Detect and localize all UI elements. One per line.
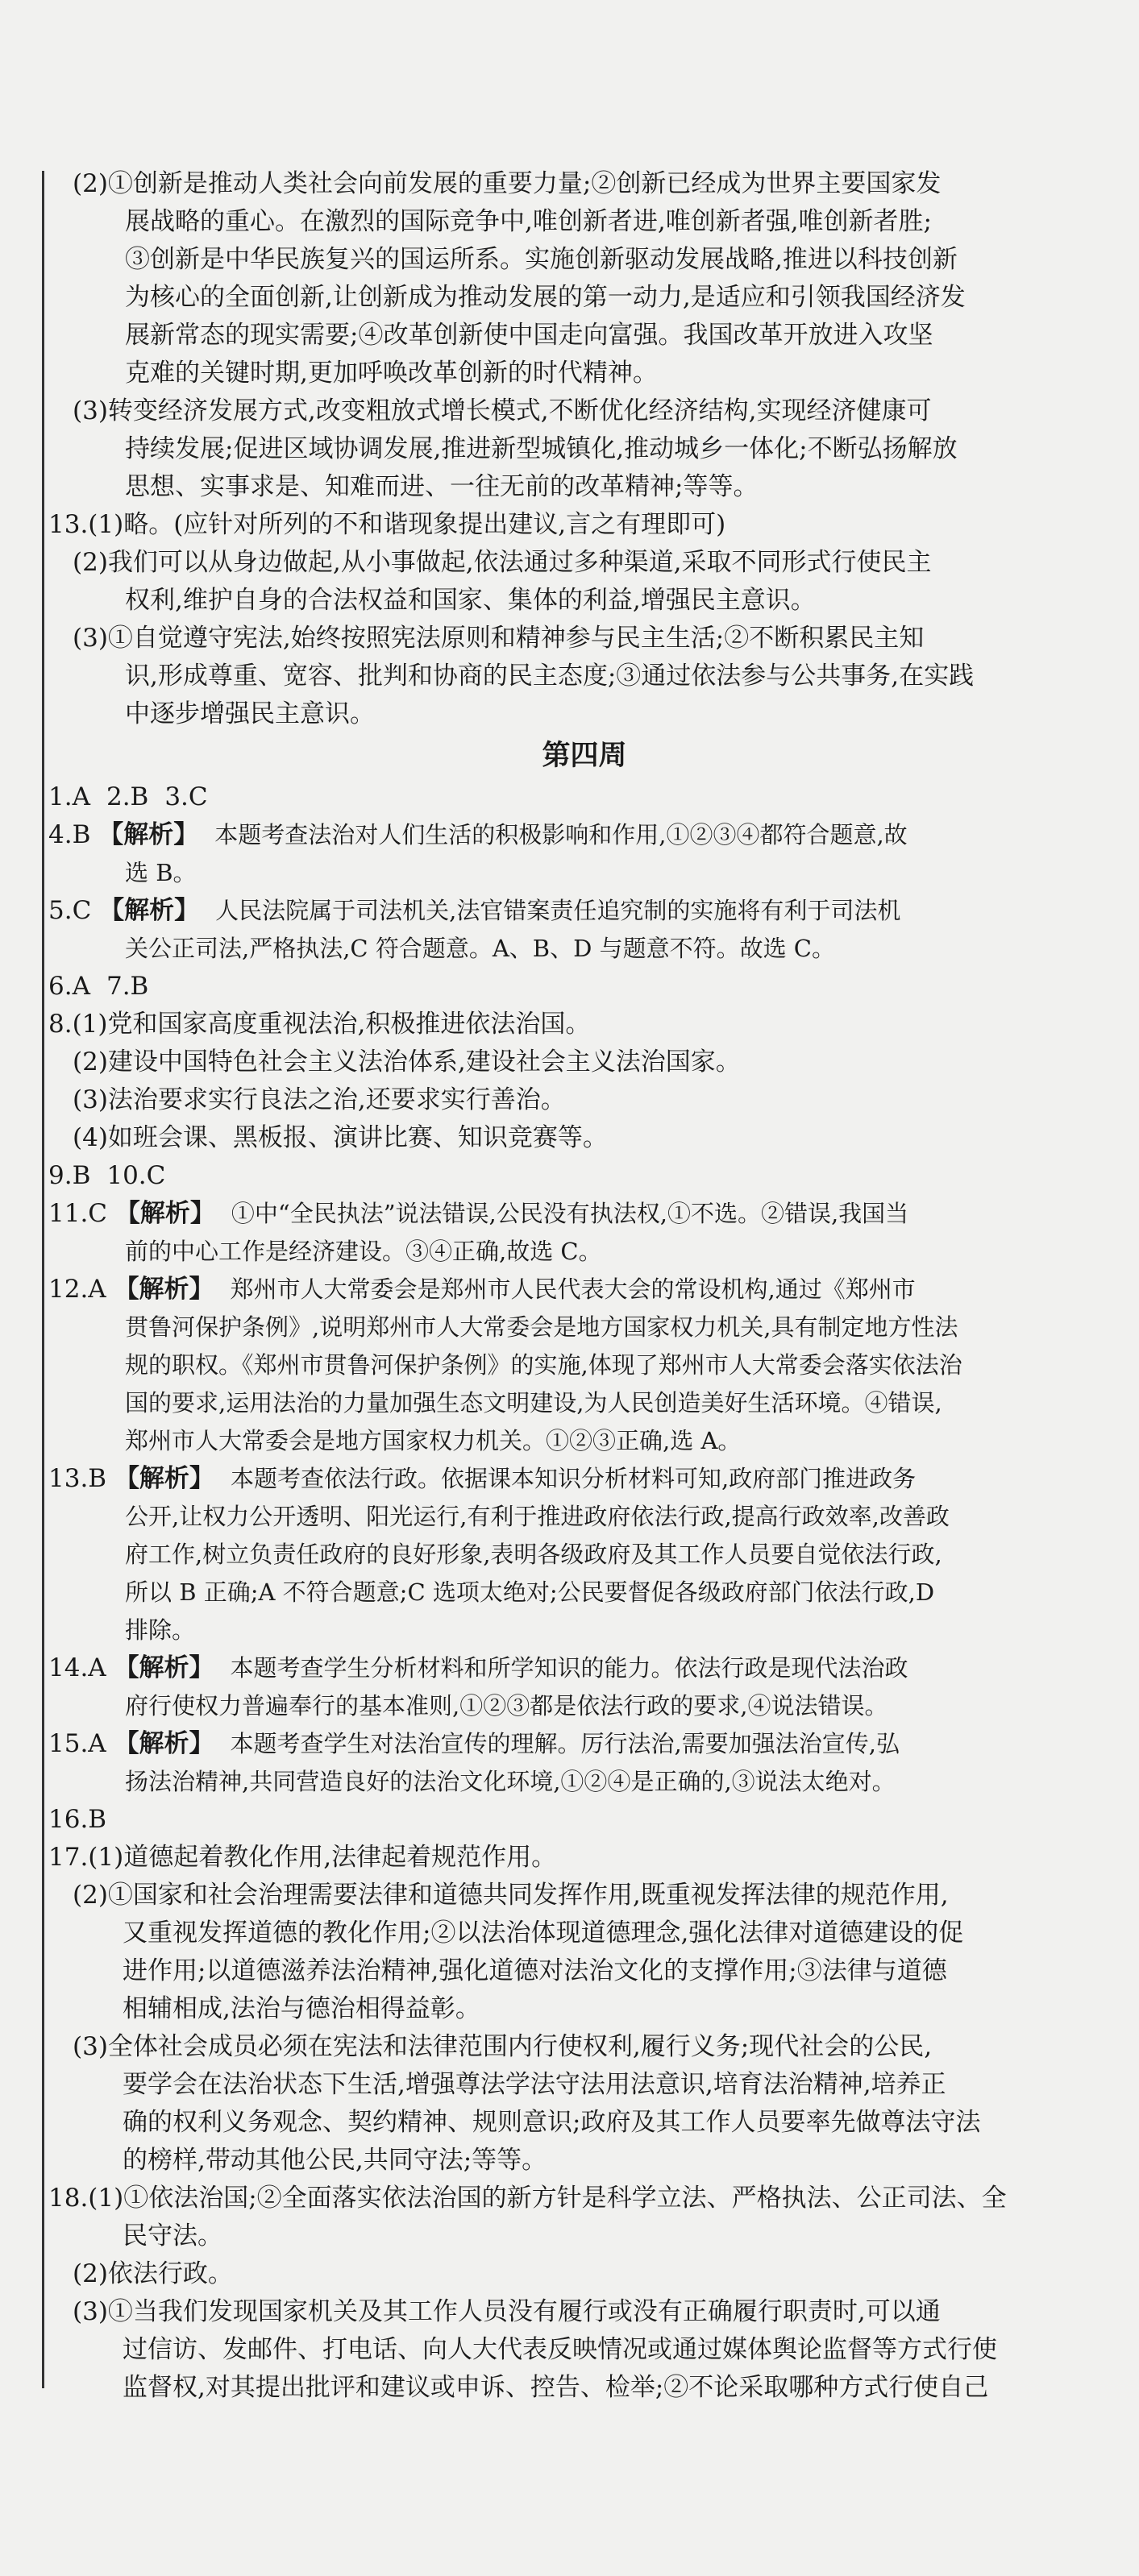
week3-answer-line: 13.(1)略。(应针对所列的不和谐现象提出建议,言之有理即可) xyxy=(48,510,726,539)
answer-13-cont: 排除。 xyxy=(125,1616,196,1644)
answer-16-18-line: (2)依法行政。 xyxy=(73,2259,233,2288)
answer-16-18-line: 要学会在法治状态下生活,增强尊法学法守法用法意识,培育法治精神,培养正 xyxy=(123,2070,946,2099)
answer-8-line: (4)如班会课、黑板报、演讲比赛、知识竞赛等。 xyxy=(73,1123,608,1152)
answer-16-18-line: 又重视发挥道德的教化作用;②以法治体现道德理念,强化法律对道德建设的促 xyxy=(123,1919,964,1948)
analysis-tag: 【解析】 xyxy=(114,1729,214,1758)
week3-answer-line: 识,形成尊重、宽容、批判和协商的民主态度;③通过依法参与公共事务,在实践 xyxy=(125,662,975,691)
answer-14: 14.A 【解析】 本题考查学生分析材料和所学知识的能力。依法行政是现代法治政 xyxy=(48,1653,908,1682)
answer-16-18-line: 确的权利义务观念、契约精神、规则意识;政府及其工作人员要率先做尊法守法 xyxy=(123,2108,981,2137)
analysis-tag: 【解析】 xyxy=(98,820,199,849)
answer-16-18-line: 进作用;以道德滋养法治精神,强化道德对法治文化的支撑作用;③法律与道德 xyxy=(123,1956,947,1985)
answer-12-cont: 贯鲁河保护条例》,说明郑州市人大常委会是地方国家权力机关,具有制定地方性法 xyxy=(125,1313,958,1341)
answer-16-18-line: 民守法。 xyxy=(123,2221,222,2250)
week3-answer-line: 展新常态的现实需要;④改革创新使中国走向富强。我国改革开放进入攻坚 xyxy=(125,321,933,350)
answer-4: 4.B 【解析】 本题考查法治对人们生活的积极影响和作用,①②③④都符合题意,故 xyxy=(48,820,908,849)
analysis-answers xyxy=(48,1195,1120,1801)
answer-5: 5.C 【解析】 人民法院属于司法机关,法官错案责任追究制的实施将有利于司法机 xyxy=(48,896,901,925)
week3-answer-line: ③创新是中华民族复兴的国运所系。实施创新驱动发展战略,推进以科技创新 xyxy=(125,245,958,274)
answer-8-line: (2)建设中国特色社会主义法治体系,建设社会主义法治国家。 xyxy=(73,1047,741,1076)
answer-11: 11.C 【解析】 ①中“全民执法”说法错误,公民没有执法权,①不选。②错误,我国当 xyxy=(48,1199,909,1228)
section-week3-answers xyxy=(48,165,1120,733)
left-margin-rule xyxy=(42,171,44,2388)
answer-16-18-line: 相辅相成,法治与德治相得益彰。 xyxy=(123,1994,480,2023)
answer-16-18-line: (3)①当我们发现国家机关及其工作人员没有履行或没有正确履行职责时,可以通 xyxy=(73,2297,941,2326)
week3-answer-line: 展战略的重心。在激烈的国际竞争中,唯创新者进,唯创新者强,唯创新者胜; xyxy=(125,207,933,236)
week3-answer-line: 持续发展;促进区域协调发展,推进新型城镇化,推动城乡一体化;不断弘扬解放 xyxy=(125,434,958,463)
answer-14-cont: 府行使权力普遍奉行的基本准则,①②③都是依法行政的要求,④说法错误。 xyxy=(125,1692,888,1719)
analysis-tag: 【解析】 xyxy=(114,1653,214,1682)
answer-row-1-3: 1.A 2.B 3.C xyxy=(48,782,208,811)
answer-13-cont: 府工作,树立负责任政府的良好形象,表明各级政府及其工作人员要自觉依法行政, xyxy=(125,1541,942,1568)
answer-8-line: 8.(1)党和国家高度重视法治,积极推进依法治国。 xyxy=(48,1010,591,1039)
answer-15-cont: 扬法治精神,共同营造良好的法治文化环境,①②④是正确的,③说法太绝对。 xyxy=(125,1768,896,1795)
answer-16-18-line: 监督权,对其提出批评和建议或申诉、控告、检举;②不论采取哪种方式行使自己 xyxy=(123,2373,989,2402)
week3-answer-line: 权利,维护自身的合法权益和国家、集体的利益,增强民主意识。 xyxy=(125,586,816,615)
answer-16-18-line: 17.(1)道德起着教化作用,法律起着规范作用。 xyxy=(48,1843,557,1872)
answer-16-18-line: 18.(1)①依法治国;②全面落实依法治国的新方针是科学立法、严格执法、公正司法、全 xyxy=(48,2184,1007,2213)
answer-16-18-line: (3)全体社会成员必须在宪法和法律范围内行使权利,履行义务;现代社会的公民, xyxy=(73,2032,933,2061)
answer-8 xyxy=(48,1006,1120,1157)
analysis-tag: 【解析】 xyxy=(99,896,200,925)
week3-answer-line: (3)转变经济发展方式,改变粗放式增长模式,不断优化经济结构,实现经济健康可 xyxy=(73,396,932,425)
answer-16-18-line: 过信访、发邮件、打电话、向人大代表反映情况或通过媒体舆论监督等方式行使 xyxy=(123,2335,997,2364)
answer-12-cont: 郑州市人大常委会是地方国家权力机关。①②③正确,选 A。 xyxy=(125,1427,742,1454)
answer-4-cont: 选 B。 xyxy=(125,859,197,886)
analysis-tag: 【解析】 xyxy=(114,1275,214,1304)
answer-13-cont: 公开,让权力公开透明、阳光运行,有利于推进政府依法行政,提高行政效率,改善政 xyxy=(125,1503,950,1530)
answer-16-18-line: 的榜样,带动其他公民,共同守法;等等。 xyxy=(123,2146,547,2175)
week3-answer-line: (2)①创新是推动人类社会向前发展的重要力量;②创新已经成为世界主要国家发 xyxy=(73,169,942,198)
answer-5-cont: 关公正司法,严格执法,C 符合题意。A、B、D 与题意不符。故选 C。 xyxy=(125,935,835,962)
answer-15: 15.A 【解析】 本题考查学生对法治宣传的理解。厉行法治,需要加强法治宣传,弘 xyxy=(48,1729,900,1758)
analysis-tag: 【解析】 xyxy=(114,1464,214,1493)
answer-8-line: (3)法治要求实行良法之治,还要求实行善治。 xyxy=(73,1085,566,1114)
week3-answer-line: (2)我们可以从身边做起,从小事做起,依法通过多种渠道,采取不同形式行使民主 xyxy=(73,548,932,577)
week3-answer-line: 中逐步增强民主意识。 xyxy=(125,699,375,728)
answer-13-cont: 所以 B 正确;A 不符合题意;C 选项太绝对;公民要督促各级政府部门依法行政,D xyxy=(125,1578,935,1606)
week3-answer-line: 为核心的全面创新,让创新成为推动发展的第一动力,是适应和引领我国经济发 xyxy=(125,283,966,312)
answer-12-cont: 规的职权。《郑州市贯鲁河保护条例》的实施,体现了郑州市人大常委会落实依法治 xyxy=(125,1351,962,1379)
week3-answer-line: 思想、实事求是、知难而进、一往无前的改革精神;等等。 xyxy=(125,472,759,501)
answer-16-18-line: 16.B xyxy=(48,1805,107,1834)
answer-row-9-10: 9.B 10.C xyxy=(48,1161,166,1190)
answers-16-18 xyxy=(48,1801,1120,2407)
week3-answer-line: (3)①自觉遵守宪法,始终按照宪法原则和精神参与民主生活;②不断积累民主知 xyxy=(73,624,925,653)
answer-12-cont: 国的要求,运用法治的力量加强生态文明建设,为人民创造美好生活环境。④错误, xyxy=(125,1389,942,1417)
answer-12: 12.A 【解析】 郑州市人大常委会是郑州市人民代表大会的常设机构,通过《郑州市 xyxy=(48,1275,916,1304)
answer-16-18-line: (2)①国家和社会治理需要法律和道德共同发挥作用,既重视发挥法律的规范作用, xyxy=(73,1881,949,1910)
section-title: 第四周 xyxy=(542,740,627,772)
answer-13: 13.B 【解析】 本题考查依法行政。依据课本知识分析材料可知,政府部门推进政务 xyxy=(48,1464,917,1493)
answer-page xyxy=(48,165,1120,2407)
answer-11-cont: 前的中心工作是经济建设。③④正确,故选 C。 xyxy=(125,1238,602,1265)
week3-answer-line: 克难的关键时期,更加呼唤改革创新的时代精神。 xyxy=(125,359,658,388)
answer-row-6-7: 6.A 7.B xyxy=(48,972,149,1001)
analysis-tag: 【解析】 xyxy=(114,1199,215,1228)
